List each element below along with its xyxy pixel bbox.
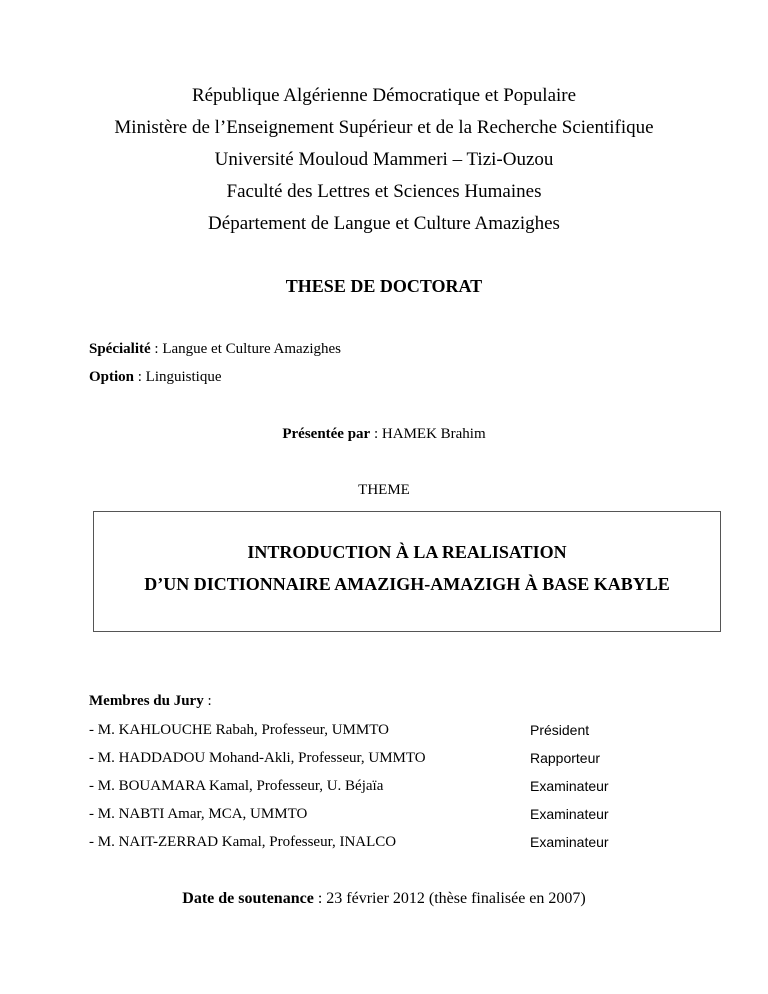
option-label: Option xyxy=(89,369,135,385)
option-value: : Linguistique xyxy=(134,369,222,385)
jury-member-row xyxy=(89,806,689,826)
jury-member-row xyxy=(89,722,689,742)
presented-by-label: Présentée par xyxy=(282,426,371,442)
theme-title-line2: D’UN DICTIONNAIRE AMAZIGH-AMAZIGH À BASE KABYLE xyxy=(144,574,670,594)
specialite-line xyxy=(89,341,341,358)
jury-member-role: Rapporteur xyxy=(530,750,601,766)
jury-member-name: - M. NABTI Amar, MCA, UMMTO xyxy=(89,806,308,822)
specialite-value: : Langue et Culture Amazighes xyxy=(150,341,342,357)
theme-box xyxy=(93,511,721,632)
presented-by-value: : HAMEK Brahim xyxy=(370,426,486,442)
theme-label: THEME xyxy=(358,482,410,498)
jury-member-name: - M. BOUAMARA Kamal, Professeur, U. Béjaïa xyxy=(89,778,384,794)
jury-member-row xyxy=(89,834,689,854)
document-type: THESE DE DOCTORAT xyxy=(285,276,483,296)
header-republic: République Algérienne Démocratique et Populaire xyxy=(191,85,577,106)
defense-date-value: : 23 février 2012 (thèse finalisée en 2007) xyxy=(313,890,586,907)
header-ministry: Ministère de l’Enseignement Supérieur et de la Recherche Scientifique xyxy=(114,117,654,138)
jury-member-role: Examinateur xyxy=(530,778,609,794)
theme-title-line1: INTRODUCTION À LA REALISATION xyxy=(247,542,567,562)
header-faculty: Faculté des Lettres et Sciences Humaines xyxy=(226,181,542,202)
jury-member-role: Examinateur xyxy=(530,834,609,850)
jury-member-name: - M. NAIT-ZERRAD Kamal, Professeur, INALCO xyxy=(89,834,397,850)
jury-label: Membres du Jury xyxy=(89,693,204,709)
presented-by-line xyxy=(0,426,768,443)
specialite-label: Spécialité xyxy=(89,341,151,357)
jury-member-name: - M. HADDADOU Mohand-Akli, Professeur, UMMTO xyxy=(89,750,426,766)
jury-heading xyxy=(89,693,212,710)
defense-date-label: Date de soutenance xyxy=(182,890,314,907)
jury-member-row xyxy=(89,778,689,798)
header-department: Département de Langue et Culture Amazighes xyxy=(208,213,560,234)
jury-member-row xyxy=(89,750,689,770)
jury-member-role: Examinateur xyxy=(530,806,609,822)
header-university: Université Mouloud Mammeri – Tizi-Ouzou xyxy=(214,149,554,170)
option-line xyxy=(89,369,222,386)
defense-date-line xyxy=(0,890,768,908)
jury-sep: : xyxy=(203,693,212,709)
jury-member-role: Président xyxy=(530,722,590,738)
jury-member-name: - M. KAHLOUCHE Rabah, Professeur, UMMTO xyxy=(89,722,389,738)
